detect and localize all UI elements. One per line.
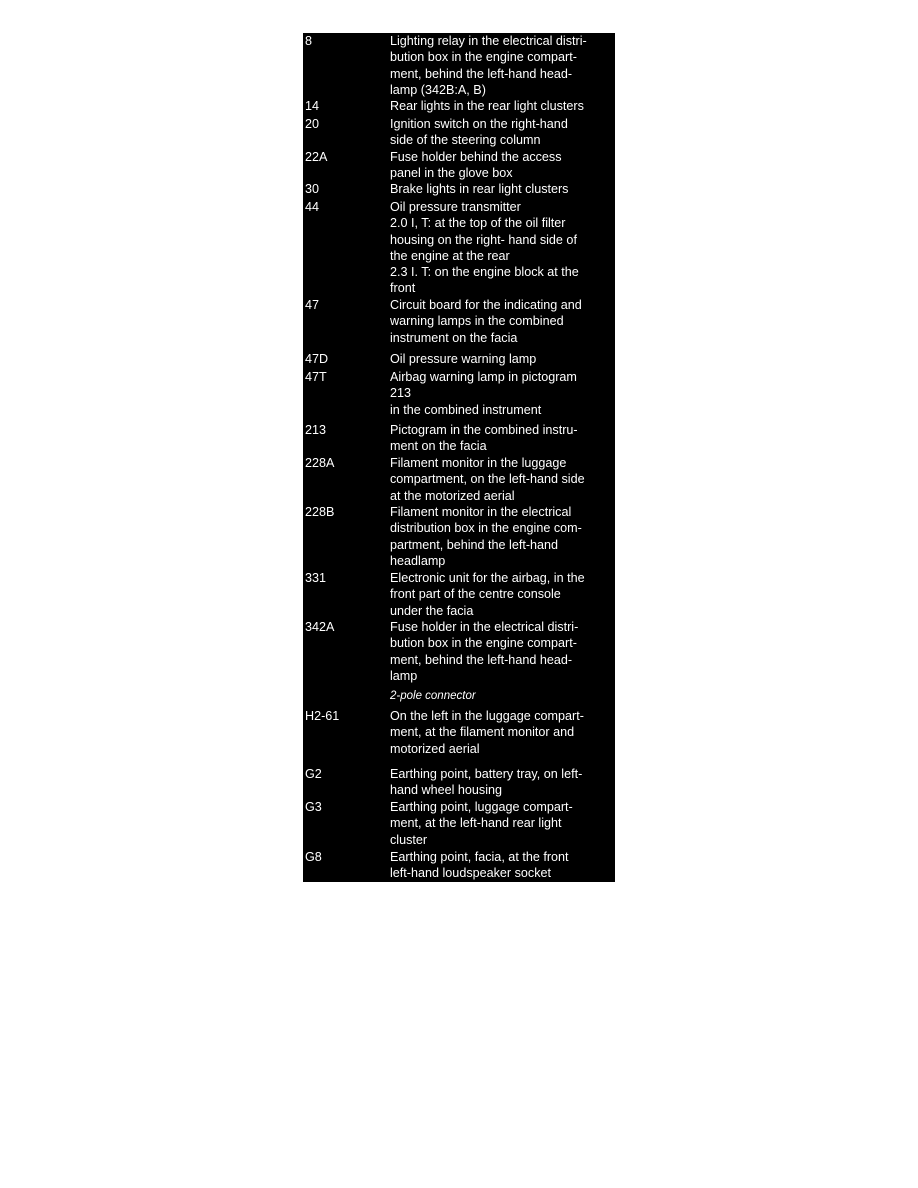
component-description: Brake lights in rear light clusters — [390, 182, 569, 196]
component-code: 228B — [305, 505, 335, 519]
component-description: Earthing point, battery tray, on left- hand wheel housing — [390, 767, 583, 798]
component-code: 47T — [305, 370, 327, 384]
component-code: 20 — [305, 117, 320, 131]
component-description: Circuit board for the indicating and warning lamps in the combined instrument on the facia — [390, 298, 582, 345]
component-code: 30 — [305, 182, 320, 196]
component-description: On the left in the luggage compart- ment, at the filament monitor and motorized aerial — [390, 709, 584, 756]
component-description: Rear lights in the rear light clusters — [390, 99, 584, 113]
component-code: 331 — [305, 571, 327, 585]
component-code: 22A — [305, 150, 328, 164]
component-description: Fuse holder behind the access panel in the glove box — [390, 150, 562, 181]
component-code: 47 — [305, 298, 320, 312]
component-description: Electronic unit for the airbag, in the front part of the centre console under the facia — [390, 571, 585, 618]
component-code: 47D — [305, 352, 329, 366]
component-description: Earthing point, luggage compart- ment, at the left-hand rear light cluster — [390, 800, 573, 847]
component-legend-panel — [303, 33, 615, 882]
component-code: H2-61 — [305, 709, 340, 723]
component-description: Oil pressure warning lamp — [390, 352, 537, 366]
component-description: Filament monitor in the luggage compartment, on the left-hand side at the motorized aerial — [390, 456, 585, 503]
section-heading: 2-pole connector — [390, 690, 476, 702]
component-code: 213 — [305, 423, 327, 437]
component-description: Ignition switch on the right-hand side of the steering column — [390, 117, 568, 148]
component-description: Lighting relay in the electrical distri- bution box in the engine compart- ment, behind the left-hand head- lamp (342B:A, B) — [390, 34, 587, 97]
component-code: 14 — [305, 99, 320, 113]
component-description: Airbag warning lamp in pictogram 213 in the combined instrument — [390, 370, 577, 417]
component-description: Filament monitor in the electrical distribution box in the engine com- partment, behind the left-hand headlamp — [390, 505, 582, 568]
component-description: Fuse holder in the electrical distri- bution box in the engine compart- ment, behind the left-hand head- lamp — [390, 620, 579, 683]
component-code: 342A — [305, 620, 335, 634]
component-code: 228A — [305, 456, 335, 470]
component-description: Oil pressure transmitter 2.0 I, T: at the top of the oil filter housing on the right- hand side of the engine at the rear 2.3 I. T: on the engine block at the front — [390, 200, 579, 296]
component-code: 8 — [305, 34, 313, 48]
component-description: Pictogram in the combined instru- ment on the facia — [390, 423, 578, 454]
component-code: 44 — [305, 200, 320, 214]
component-code: G8 — [305, 850, 322, 864]
component-code: G3 — [305, 800, 322, 814]
component-description: Earthing point, facia, at the front left-hand loudspeaker socket — [390, 850, 569, 881]
component-code: G2 — [305, 767, 322, 781]
